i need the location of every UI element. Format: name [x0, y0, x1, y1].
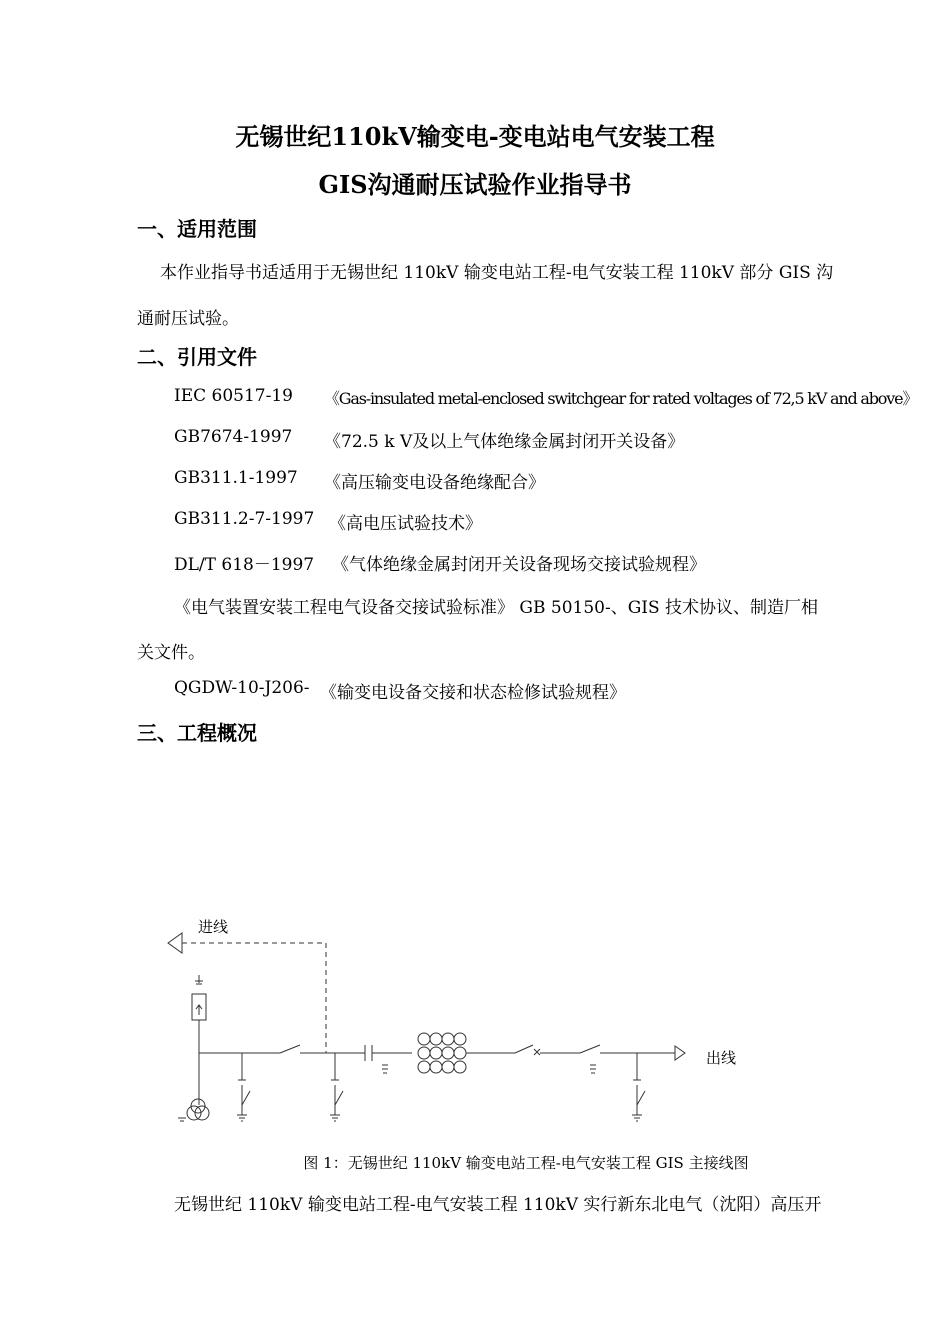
incoming-arrow-icon: [168, 933, 182, 953]
references-paragraph-line1: 《电气装置安装工程电气设备交接试验标准》 GB 50150-、GIS 技术协议、制造厂相: [174, 598, 819, 618]
reference-title: 《气体绝缘金属封闭开关设备现场交接试验规程》: [332, 555, 706, 575]
outgoing-line-label: 出线: [706, 1049, 737, 1067]
document-title-line1: 无锡世纪110kV输变电-变电站电气安装工程: [235, 122, 715, 151]
reference-item: [174, 550, 706, 575]
section-heading-overview: 三、工程概况: [137, 721, 257, 745]
reference-title: 《输变电设备交接和状态检修试验规程》: [320, 683, 626, 703]
reference-code: GB7674-1997: [174, 427, 293, 447]
reference-code: GB311.2-7-1997: [174, 509, 315, 529]
overview-paragraph-line1: 无锡世纪 110kV 输变电站工程-电气安装工程 110kV 实行新东北电气（沈阳）高压开: [174, 1195, 822, 1215]
reference-code: QGDW-10-J206-: [174, 678, 310, 698]
scope-paragraph-line1: 本作业指导书适适用于无锡世纪 110kV 输变电站工程-电气安装工程 110kV 部分 GIS 沟: [160, 263, 834, 283]
circuit-breaker-icon: [515, 1045, 533, 1053]
reference-title: 《Gas-insulated metal-enclosed switchgear for rated voltages of 72,5 kV and above》: [324, 389, 918, 408]
disconnector-icon: [580, 1045, 600, 1053]
references-paragraph-line2: 关文件。: [137, 643, 205, 663]
outgoing-arrow-icon: [675, 1046, 685, 1060]
reference-code: DL/T 618－1997: [174, 555, 315, 575]
document-title-line2: GIS沟通耐压试验作业指导书: [318, 170, 632, 199]
incoming-line-label: 进线: [198, 918, 229, 936]
figure-caption: 图 1：无锡世纪 110kV 输变电站工程-电气安装工程 GIS 主接线图: [303, 1154, 749, 1172]
reference-title: 《高电压试验技术》: [329, 514, 482, 534]
reference-code: IEC 60517-19: [174, 386, 293, 406]
reference-code: GB311.1-1997: [174, 468, 298, 488]
reference-title: 《72.5 k V及以上气体绝缘金属封闭开关设备》: [324, 432, 685, 452]
reference-item: [174, 509, 482, 534]
voltage-transformer-icon: [178, 1099, 209, 1121]
reference-item: [174, 427, 685, 452]
section-heading-references: 二、引用文件: [137, 345, 257, 369]
reference-title: 《高压输变电设备绝缘配合》: [324, 473, 545, 493]
reference-item: [174, 468, 545, 493]
current-transformer-rings-icon: [418, 1033, 466, 1073]
section-heading-scope: 一、适用范围: [137, 217, 257, 241]
reference-item: [174, 386, 918, 408]
reference-item: [174, 678, 626, 703]
disconnector-icon: [280, 1045, 300, 1053]
scope-paragraph-line2: 通耐压试验。: [137, 309, 239, 329]
gis-single-line-diagram: [150, 905, 770, 1140]
